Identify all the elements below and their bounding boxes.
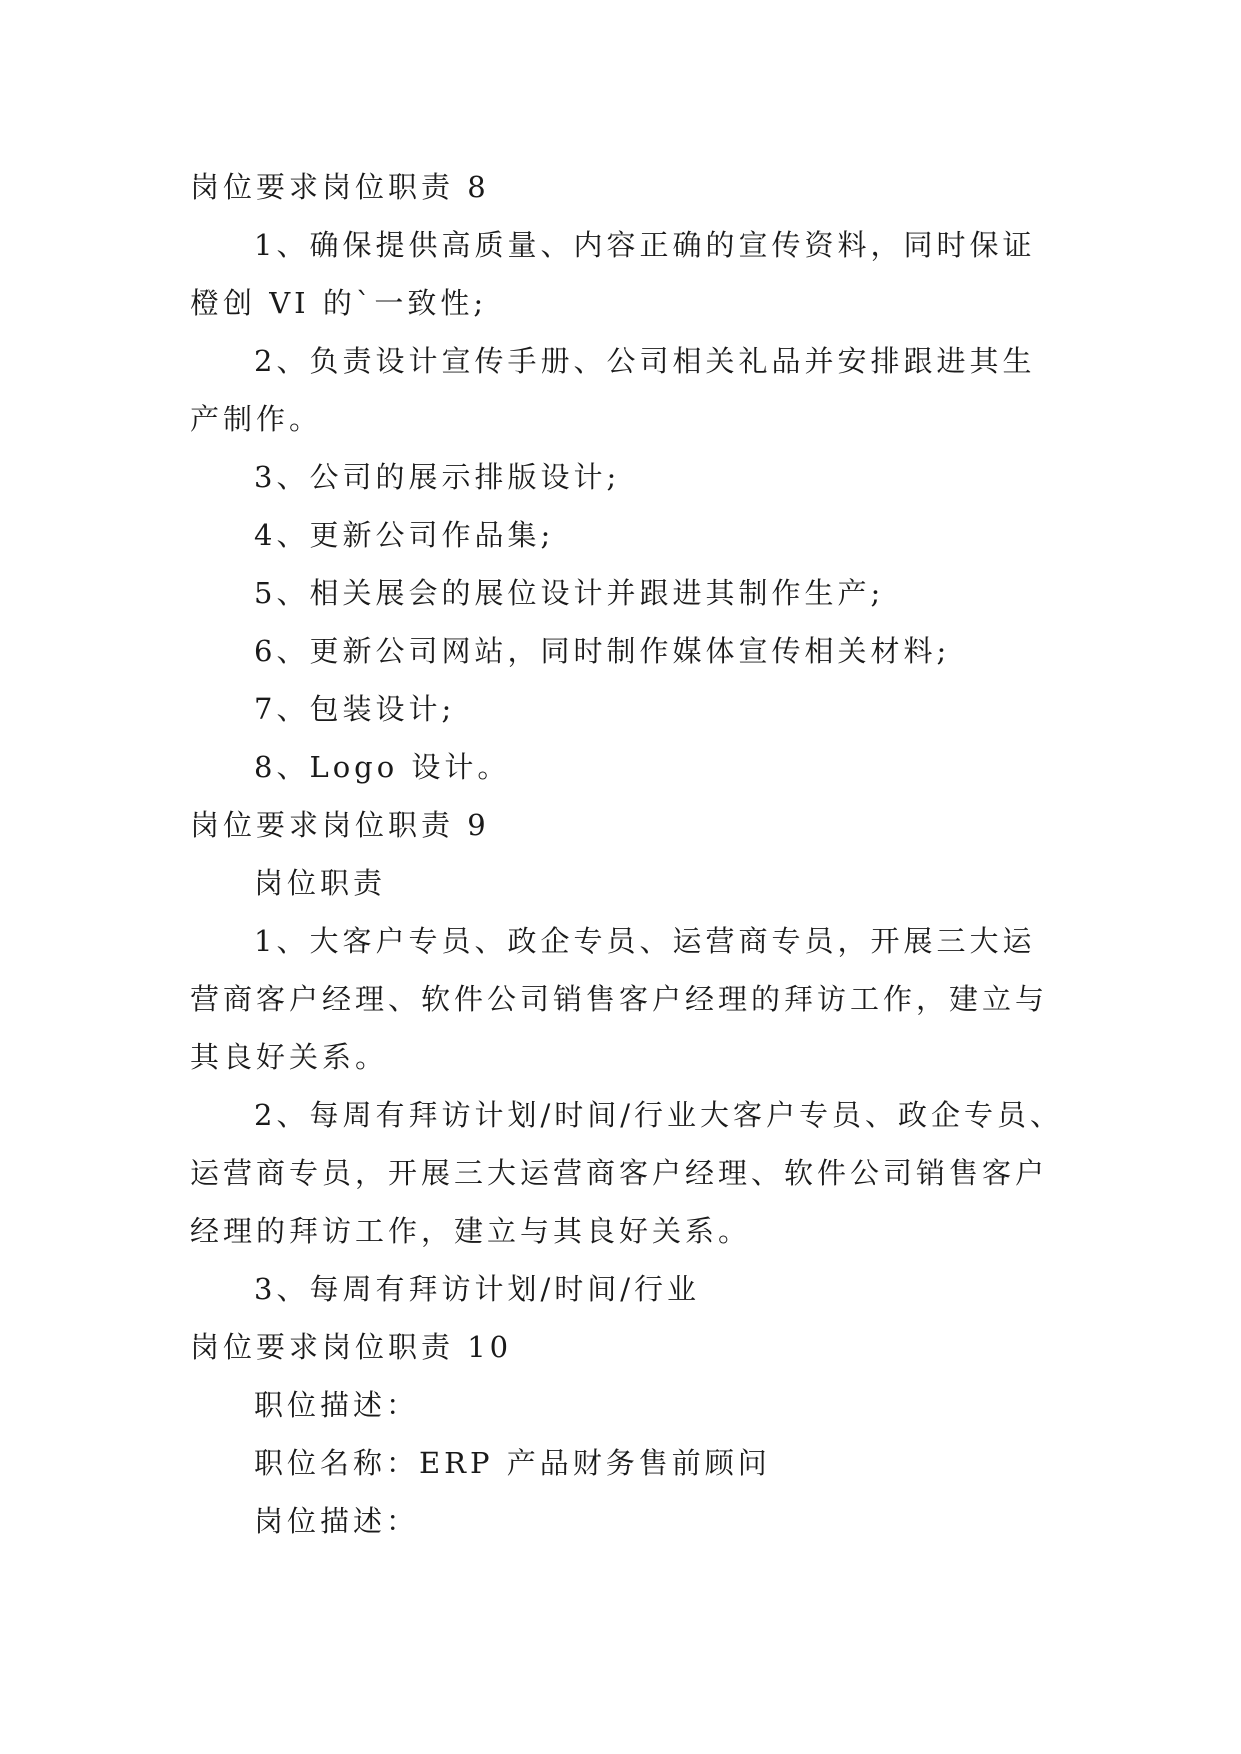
- paragraph-line: 产制作。: [190, 402, 323, 436]
- paragraph-line: 7、包装设计;: [254, 692, 456, 726]
- section-10-heading: 岗位要求岗位职责 10: [190, 1330, 513, 1364]
- paragraph-line: 8、Logo 设计。: [254, 750, 511, 784]
- paragraph-line: 岗位描述：: [254, 1504, 420, 1538]
- paragraph-line: 经理的拜访工作，建立与其良好关系。: [190, 1214, 752, 1248]
- subheading: 岗位职责: [254, 866, 387, 900]
- paragraph-line: 其良好关系。: [190, 1040, 389, 1074]
- paragraph-line: 1、大客户专员、政企专员、运营商专员，开展三大运: [254, 924, 1036, 958]
- paragraph-line: 3、每周有拜访计划/时间/行业: [254, 1272, 700, 1306]
- paragraph-line: 职位描述：: [254, 1388, 420, 1422]
- paragraph-line: 运营商专员，开展三大运营商客户经理、软件公司销售客户: [190, 1156, 1049, 1190]
- paragraph-line: 职位名称：ERP 产品财务售前顾问: [254, 1446, 771, 1480]
- paragraph-line: 4、更新公司作品集;: [254, 518, 555, 552]
- paragraph-line: 6、更新公司网站，同时制作媒体宣传相关材料;: [254, 634, 951, 668]
- paragraph-line: 5、相关展会的展位设计并跟进其制作生产;: [254, 576, 885, 610]
- paragraph-line: 1、确保提供高质量、内容正确的宣传资料，同时保证: [254, 228, 1036, 262]
- section-9-heading: 岗位要求岗位职责 9: [190, 808, 490, 842]
- section-8-heading: 岗位要求岗位职责 8: [190, 170, 490, 204]
- document-body: [190, 158, 1063, 1550]
- paragraph-line: 营商客户经理、软件公司销售客户经理的拜访工作，建立与: [190, 982, 1049, 1016]
- paragraph-line: 2、每周有拜访计划/时间/行业大客户专员、政企专员、: [254, 1098, 1063, 1132]
- paragraph-line: 2、负责设计宣传手册、公司相关礼品并安排跟进其生: [254, 344, 1036, 378]
- paragraph-line: 橙创 VI 的`一致性;: [190, 286, 488, 320]
- paragraph-line: 3、公司的展示排版设计;: [254, 460, 621, 494]
